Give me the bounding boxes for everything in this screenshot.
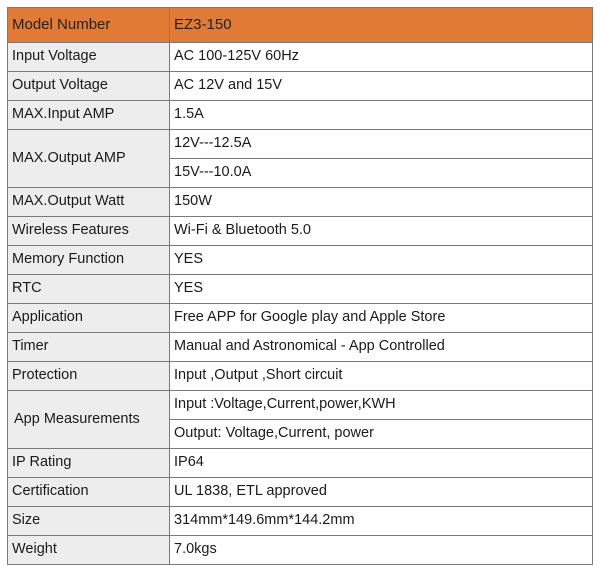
table-row	[8, 101, 593, 130]
row-label: Weight	[8, 536, 170, 565]
row-label: App Measurements	[8, 391, 170, 449]
table-row	[8, 72, 593, 101]
row-label: Output Voltage	[8, 72, 170, 101]
table-row	[8, 188, 593, 217]
table-row	[8, 507, 593, 536]
table-row	[8, 217, 593, 246]
table-row	[8, 478, 593, 507]
header-label: Model Number	[8, 8, 170, 43]
table-row	[8, 246, 593, 275]
table-row	[8, 333, 593, 362]
row-value: Wi-Fi & Bluetooth 5.0	[170, 217, 593, 246]
table-row	[8, 449, 593, 478]
table-row	[8, 536, 593, 565]
row-value: Output: Voltage,Current, power	[170, 420, 593, 449]
row-label: Input Voltage	[8, 43, 170, 72]
row-label: MAX.Output AMP	[8, 130, 170, 188]
table-row	[8, 304, 593, 333]
row-label: IP Rating	[8, 449, 170, 478]
row-label: RTC	[8, 275, 170, 304]
row-value: IP64	[170, 449, 593, 478]
row-label: Wireless Features	[8, 217, 170, 246]
row-value: 1.5A	[170, 101, 593, 130]
row-label: Timer	[8, 333, 170, 362]
row-label: Application	[8, 304, 170, 333]
row-label: Certification	[8, 478, 170, 507]
spec-table	[7, 7, 593, 565]
table-row	[8, 130, 593, 159]
row-label: MAX.Input AMP	[8, 101, 170, 130]
row-value: 7.0kgs	[170, 536, 593, 565]
table-row	[8, 362, 593, 391]
row-value: YES	[170, 246, 593, 275]
row-value: YES	[170, 275, 593, 304]
row-label: Memory Function	[8, 246, 170, 275]
row-value: 12V---12.5A	[170, 130, 593, 159]
row-value: Input :Voltage,Current,power,KWH	[170, 391, 593, 420]
row-value: 15V---10.0A	[170, 159, 593, 188]
header-value: EZ3-150	[170, 8, 593, 43]
table-row	[8, 391, 593, 420]
row-label: Size	[8, 507, 170, 536]
row-value: Input ,Output ,Short circuit	[170, 362, 593, 391]
row-value: 150W	[170, 188, 593, 217]
header-row	[8, 8, 593, 43]
table-row	[8, 275, 593, 304]
table-row	[8, 43, 593, 72]
row-label: MAX.Output Watt	[8, 188, 170, 217]
row-value: 314mm*149.6mm*144.2mm	[170, 507, 593, 536]
row-value: Manual and Astronomical - App Controlled	[170, 333, 593, 362]
row-value: Free APP for Google play and Apple Store	[170, 304, 593, 333]
row-value: UL 1838, ETL approved	[170, 478, 593, 507]
row-value: AC 100-125V 60Hz	[170, 43, 593, 72]
row-value: AC 12V and 15V	[170, 72, 593, 101]
row-label: Protection	[8, 362, 170, 391]
